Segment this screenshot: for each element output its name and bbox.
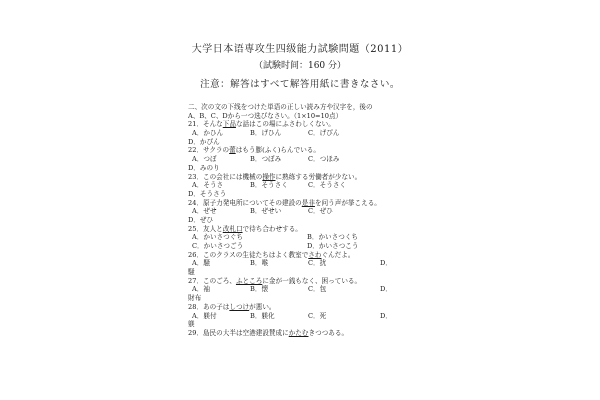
option-row	[188, 181, 418, 190]
option: A．かいさつぐち	[192, 233, 243, 242]
question-stem	[188, 199, 418, 208]
option-b: B．懐	[250, 285, 269, 294]
question-text-post: に金が一銭もなく、困っている。	[262, 276, 362, 285]
option-overflow: 躾	[188, 320, 195, 329]
question-stem	[188, 251, 418, 260]
option-row	[188, 312, 418, 321]
option-a: A．躾付	[192, 311, 217, 320]
question-number: 25．	[188, 224, 203, 233]
question-text-pre: このクラスの生徒たちはよく教室で	[202, 250, 309, 259]
option-a: A．かひん	[192, 129, 224, 138]
question-number: 21．	[188, 120, 203, 129]
question-number: 22．	[188, 146, 203, 155]
underlined-word: 下品	[222, 120, 236, 129]
option-c: C．包	[308, 285, 327, 294]
question-text-pre: あの子は	[202, 302, 230, 311]
option-d: D．	[380, 259, 392, 268]
question-text-post: ぐんだよ。	[321, 250, 355, 259]
option-b: B．ぜせい	[250, 207, 282, 216]
question-stem	[188, 329, 418, 338]
section-intro-line-1: 二、次の文の下线をつけた単语の正しい読み方や汉字を，後の	[188, 103, 373, 111]
question-text-post: が悪い。	[249, 302, 276, 311]
question-number: 28．	[188, 302, 203, 311]
question-text-post: を问う声が挙こえる。	[314, 198, 381, 207]
question-text-pre: そんな	[202, 120, 223, 129]
option-overflow: D．かぴん	[188, 137, 220, 146]
underlined-word: ふところ	[235, 276, 263, 285]
option-b: B．躾化	[250, 311, 275, 320]
option-c: C．死	[308, 311, 327, 320]
question-stem	[188, 303, 418, 312]
question-text-post: きつつある。	[308, 328, 349, 337]
option-c: C．そうさく	[308, 181, 347, 190]
option-overflow: D．ぜひ	[188, 215, 214, 224]
underlined-word: 改札口	[222, 224, 243, 233]
option: C．かいさつごう	[192, 242, 244, 250]
option-overflow: 騒	[188, 268, 195, 277]
option-c: C．扰	[308, 259, 327, 268]
option-overflow: 財布	[188, 294, 202, 303]
option-row	[188, 207, 418, 216]
option-b: B．そうさく	[250, 181, 288, 190]
option-d: D．	[380, 311, 392, 320]
question-stem	[188, 225, 418, 234]
underlined-word: さわ	[308, 250, 322, 259]
underlined-word: かたむ	[288, 328, 309, 337]
option-a: A．袖	[192, 285, 210, 294]
question-text-pre: サクラの	[202, 146, 230, 155]
question-text-pre: 原子力発电所についてその建設の	[202, 198, 302, 207]
option-row	[188, 233, 418, 242]
underlined-word: しつけ	[229, 302, 250, 311]
question-text-post: に熟练する労働者が少ない。	[275, 172, 362, 181]
question-number: 23．	[188, 172, 203, 181]
option-c: C．ぜひ	[308, 207, 333, 216]
option-d: D．	[380, 285, 392, 294]
question-text-pre: 島民の大半は空港建設賛成に	[202, 328, 289, 337]
exam-title: 大学日本语専攻生四级能力試験問題（2011）	[191, 44, 409, 55]
underlined-word: 蕾	[229, 146, 236, 155]
option-row	[188, 242, 418, 251]
option-row	[188, 155, 418, 164]
question-section	[188, 103, 418, 338]
option-overflow: D．みのり	[188, 163, 220, 172]
question-number: 26．	[188, 250, 203, 259]
option-b: B．喉	[250, 259, 269, 268]
option-b: B．つぼみ	[250, 155, 282, 164]
question-text-pre: この会社には機械の	[202, 172, 263, 181]
question-stem	[188, 120, 418, 129]
question-text-pre: 友人と	[202, 224, 223, 233]
option-b: B．げひん	[250, 129, 282, 138]
option-row	[188, 285, 418, 294]
question-stem	[188, 173, 418, 182]
question-text-post: な話はこの場にふさわしくない。	[235, 120, 335, 129]
underlined-word: 操作	[262, 172, 276, 181]
option-c: C．つほみ	[308, 155, 340, 164]
question-number: 29．	[188, 328, 203, 337]
option-overflow: D．そうさう	[188, 189, 227, 198]
option: D．かいさつこう	[307, 242, 359, 250]
option-a: A．つぼ	[192, 155, 217, 164]
option-a: A．そうさ	[192, 181, 224, 190]
option: B．かいさつくち	[307, 233, 359, 242]
underlined-word: 是非	[301, 198, 315, 207]
exam-notice: 注意：解答はすべて解答用紙に書きなさい。	[200, 79, 400, 90]
option-row	[188, 259, 418, 268]
option-a: A．ぜせ	[192, 207, 217, 216]
question-stem	[188, 146, 418, 155]
option-row	[188, 129, 418, 138]
option-a: A．騒	[192, 259, 210, 268]
exam-time: （試験时间：160 分）	[253, 61, 347, 71]
question-text-post: はもう膨(ふく)らんでいる。	[235, 146, 320, 155]
question-stem	[188, 277, 418, 286]
question-text-post: で待ち合わせする。	[242, 224, 302, 233]
question-list	[188, 120, 418, 337]
section-intro-line-2: A、B、C、Dから一つ选びなさい。（1×10=10点）	[188, 111, 343, 120]
option-c: C．げぴん	[308, 129, 340, 138]
question-number: 24．	[188, 198, 203, 207]
question-number: 27．	[188, 276, 203, 285]
question-text-pre: このごろ、	[202, 276, 236, 285]
